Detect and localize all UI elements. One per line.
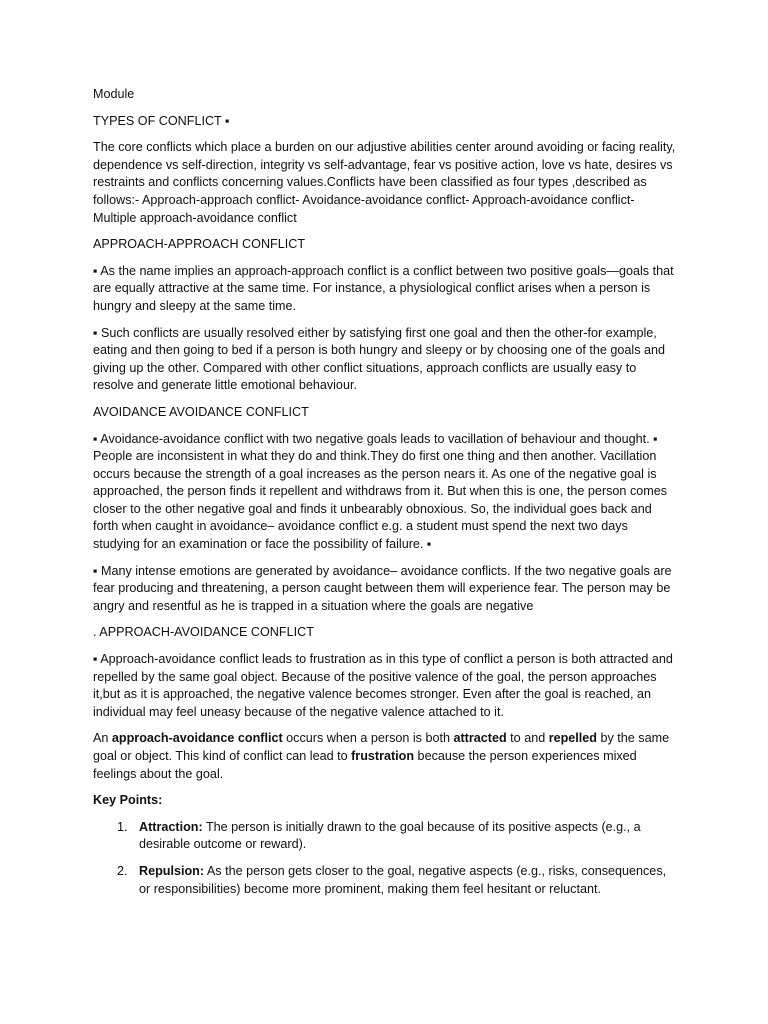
intro-paragraph: The core conflicts which place a burden on our adjustive abilities center around avoiding or facing reality, dependence vs self-direction, integrity vs self-advantage, fear vs positive action, love vs hate, desires vs restraints and conflicts concerning values.Conflicts have been classified as four types ,described as follows:- Approach-approach conflict- Avoidance-avoidance conflict- Approach-avoidance conflict- Multiple approach-avoidance conflict (93, 140, 676, 225)
approach-avoidance-paragraph-2 (93, 730, 678, 783)
text-run: An (93, 731, 112, 746)
bold-term: repelled (548, 731, 597, 746)
avoidance-avoidance-paragraph-1: ▪ Avoidance-avoidance conflict with two negative goals leads to vacillation of behaviour and thought. ▪ People are inconsistent in what they do and think.They do first one thing and then another. Vacillation occurs because the strength of a goal increases as the person nears it. As one of the negative goal is approached, the person finds it repellent and withdraws from it. But when this is one, the person comes closer to the other negative goal and finds it unbearably obnoxious. So, the individual goes back and forth when caught in avoidance– avoidance conflict e.g. a student must spend the next two days studying for an examination or face the possibility of failure. ▪ (93, 431, 668, 552)
section-heading-approach-avoidance: . APPROACH-AVOIDANCE CONFLICT (93, 625, 314, 640)
text-run: by the same goal or object. This kind of conflict can lead to (93, 731, 670, 763)
approach-approach-paragraph-1: ▪ As the name implies an approach-approach conflict is a conflict between two positive goals—goals that are equally attractive at the same time. For instance, a physiological conflict arises when a person is hungry and sleepy at the same time. (93, 263, 674, 313)
approach-avoidance-paragraph-1: ▪ Approach-avoidance conflict leads to frustration as in this type of conflict a person is both attracted and repelled by the same goal object. Because of the positive valence of the goal, the person approaches it,but as it is approached, the negative valence becomes stronger. Even after the goal is reached, an individual may feel uneasy because of the negative valence attached to it. (93, 652, 673, 719)
module-label: Module (93, 87, 135, 101)
key-points-list (93, 819, 678, 898)
list-item (93, 863, 678, 898)
list-item-number: 2. (117, 863, 128, 878)
list-item-text: As the person gets closer to the goal, negative aspects (e.g., risks, consequences, or responsibilities) become more prominent, making them feel hesitant or reluctant. (139, 863, 667, 896)
list-item (93, 819, 678, 854)
avoidance-avoidance-paragraph-2: ▪ Many intense emotions are generated by avoidance– avoidance conflicts. If the two negative goals are fear producing and threatening, a person caught between them will experience fear. The person may be angry and resentful as he is trapped in a situation where the goals are negative (93, 563, 672, 613)
list-item-number: 1. (117, 819, 128, 834)
key-points-heading (93, 792, 678, 810)
document-title: TYPES OF CONFLICT ▪ (93, 113, 230, 128)
bold-term: approach-avoidance conflict (111, 731, 283, 746)
list-item-term: Repulsion: (139, 863, 205, 878)
list-item-text: The person is initially drawn to the goal because of its positive aspects (e.g., a desirable outcome or reward). (139, 819, 641, 852)
text-run: occurs when a person is both (282, 731, 454, 746)
text-run: because the person experiences mixed feelings about the goal. (93, 749, 637, 781)
section-heading-approach-approach: APPROACH-APPROACH CONFLICT (93, 237, 306, 252)
key-points-heading-text: Key Points: (93, 793, 163, 808)
approach-approach-paragraph-2: ▪ Such conflicts are usually resolved either by satisfying first one goal and then the other-for example, eating and then going to bed if a person is both hungry and sleepy or by choosing one of the goals and giving up the other. Compared with other conflict situations, approach conflicts are usually easy to resolve and generate little emotional behaviour. (93, 325, 666, 393)
section-heading-avoidance-avoidance: AVOIDANCE AVOIDANCE CONFLICT (93, 404, 309, 419)
bold-term: frustration (351, 749, 415, 763)
text-run: to and (506, 731, 549, 746)
list-item-term: Attraction: (139, 819, 203, 834)
bold-term: attracted (453, 731, 507, 746)
document-body (93, 86, 678, 907)
